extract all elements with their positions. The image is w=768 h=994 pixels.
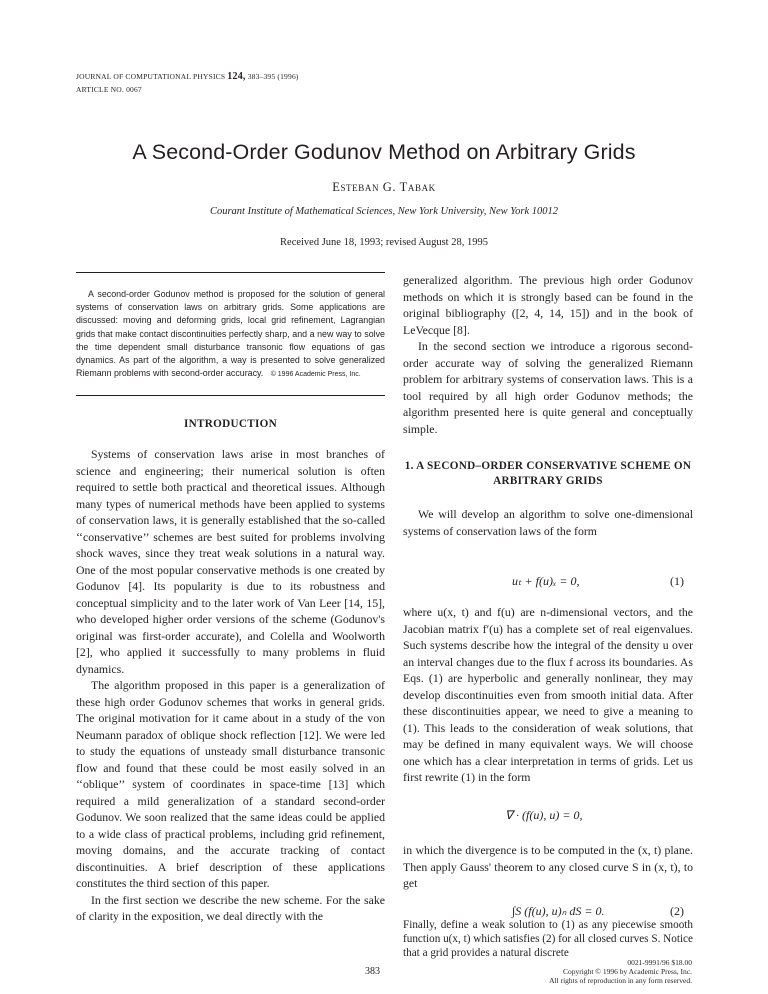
right-paragraph-2: In the second section we introduce a rigorous second-order accurate way of solving the generalized Riemann problem for arbitrary systems of conservation laws. This is a tool required by all high order Godunov methods; the algorithm presented here is quite general and conceptually simple. xyxy=(403,339,693,436)
article-number: ARTICLE NO. 0067 xyxy=(76,85,142,94)
paper-title: A Second-Order Godunov Method on Arbitrary Grids xyxy=(132,140,636,164)
abstract-top-rule xyxy=(76,272,385,273)
page-number: 383 xyxy=(365,966,380,977)
issn-price: 0021-9991/96 $18.00 xyxy=(627,958,692,967)
left-column xyxy=(76,446,385,925)
right-paragraph-6-block xyxy=(403,918,693,960)
abstract-bottom-rule xyxy=(76,395,385,396)
footer-copyright: Copyright © 1996 by Academic Press, Inc. xyxy=(562,967,692,976)
abstract-copyright: © 1996 Academic Press, Inc. xyxy=(270,371,361,379)
abstract xyxy=(76,288,385,381)
received-dates: Received June 18, 1993; revised August 28, 1995 xyxy=(280,237,488,248)
equation-divergence: ∇ · (f(u), u) = 0, xyxy=(505,808,583,822)
section-1-heading: 1. A SECOND–ORDER CONSERVATIVE SCHEME ON ARBITRARY GRIDS xyxy=(404,460,692,487)
right-column-top xyxy=(403,272,693,437)
journal-pages: 383–395 (1996) xyxy=(247,72,299,81)
right-paragraph-6: Finally, define a weak solution to (1) as any piecewise smooth function u(x, t) which satisfies (2) for all closed curves S. Notice that a grid provides a natural discrete xyxy=(403,919,693,959)
intro-paragraph-3: In the first section we describe the new scheme. For the sake of clarity in the exposition, we deal directly with the xyxy=(76,892,385,923)
intro-heading: INTRODUCTION xyxy=(183,418,278,430)
right-paragraph-4-block xyxy=(403,604,693,786)
right-paragraph-5-block xyxy=(403,842,693,892)
right-paragraph-3: We will develop an algorithm to solve one-dimensional systems of conservation laws of the form xyxy=(403,507,693,538)
journal-header xyxy=(76,70,299,96)
equation-2: ∫S (f(u), u)ₙ dS = 0. xyxy=(512,904,605,918)
journal-volume: 124, xyxy=(227,71,246,82)
intro-paragraph-1: Systems of conservation laws arise in most branches of science and engineering; their numerical solution is often required to settle both practical and theoretical issues. Although many types of numerical methods have been applied to systems of conservation laws, it is generally established that the so-called ‘‘conservative’’ schemes are best suited for problems involving shock waves, since they treat weak solutions in a natural way. One of the most popular conservative methods is one created by Godunov [4]. Its popularity is due to its robustness and conceptual simplicity and to the later work of Van Leer [14, 15], who developed higher order versions of the scheme (Godunov's original was first-order accurate), and Colella and Woolworth [2], who applied it successfully to many problems in fluid dynamics. xyxy=(76,447,385,676)
footer-rights: All rights of reproduction in any form reserved. xyxy=(549,976,692,985)
copyright-footer xyxy=(549,958,692,985)
equation-1: uₜ + f(u)ₓ = 0, xyxy=(512,574,580,588)
right-paragraph-5: in which the divergence is to be computed in the (x, t) plane. Then apply Gauss' theorem to any closed curve S in (x, t), to get xyxy=(403,843,693,890)
author-name: Esteban G. Tabak xyxy=(332,180,436,194)
intro-paragraph-2: The algorithm proposed in this paper is a generalization of these high order Godunov schemes that works in general grids. The original motivation for it came about in a study of the von Neumann paradox of oblique shock reflection [12]. We were led to study the equations of unsteady small disturbance transonic flow and found that these could be most easily solved in an ‘‘oblique’’ system of coordinates in space-time [13] which required a mild generalization of a standard second-order Godunov. We soon realized that the same ideas could be applied to a wide class of practical problems, including grid refinement, moving domains, and the accurate tracking of contact discontinuities. A brief description of these applications constitutes the third section of this paper. xyxy=(76,678,385,890)
journal-name: JOURNAL OF COMPUTATIONAL PHYSICS xyxy=(76,72,226,81)
equation-1-number: (1) xyxy=(670,574,684,588)
right-paragraph-1: generalized algorithm. The previous high order Godunov methods on which it is strongly based can be found in the original bibliography ([2, 4, 14, 15]) and in the book of LeVecque [8]. xyxy=(403,273,693,337)
equation-2-number: (2) xyxy=(670,904,684,918)
abstract-text: A second-order Godunov method is proposed for the solution of general systems of conservation laws on arbitrary grids. Some applications are discussed: moving and deforming grids, local grid refinement, Lagrangian grids that make contact discontinuities perfectly sharp, and a new way to solve the time dependent small disturbance transonic flow equations of gas dynamics. As part of the algorithm, a way is presented to solve generalized Riemann problems with second-order accuracy. xyxy=(76,289,385,379)
author-affiliation: Courant Institute of Mathematical Sciences, New York University, New York 10012 xyxy=(209,206,559,217)
right-paragraph-4: where u(x, t) and f(u) are n-dimensional vectors, and the Jacobian matrix f′(u) has a complete set of real eigenvalues. Such systems describe how the integral of the density u over an interval changes due to the flux f across its boundaries. As Eqs. (1) are hyperbolic and generally nonlinear, they may develop discontinuities even from smooth initial data. After these discontinuities appear, we need to give a meaning to (1). This leads to the consideration of weak solutions, that may be defined in many equivalent ways. We will choose one which has a clear interpretation in terms of grids. Let us first rewrite (1) in the form xyxy=(403,605,693,784)
right-paragraph-3-block xyxy=(403,506,693,539)
